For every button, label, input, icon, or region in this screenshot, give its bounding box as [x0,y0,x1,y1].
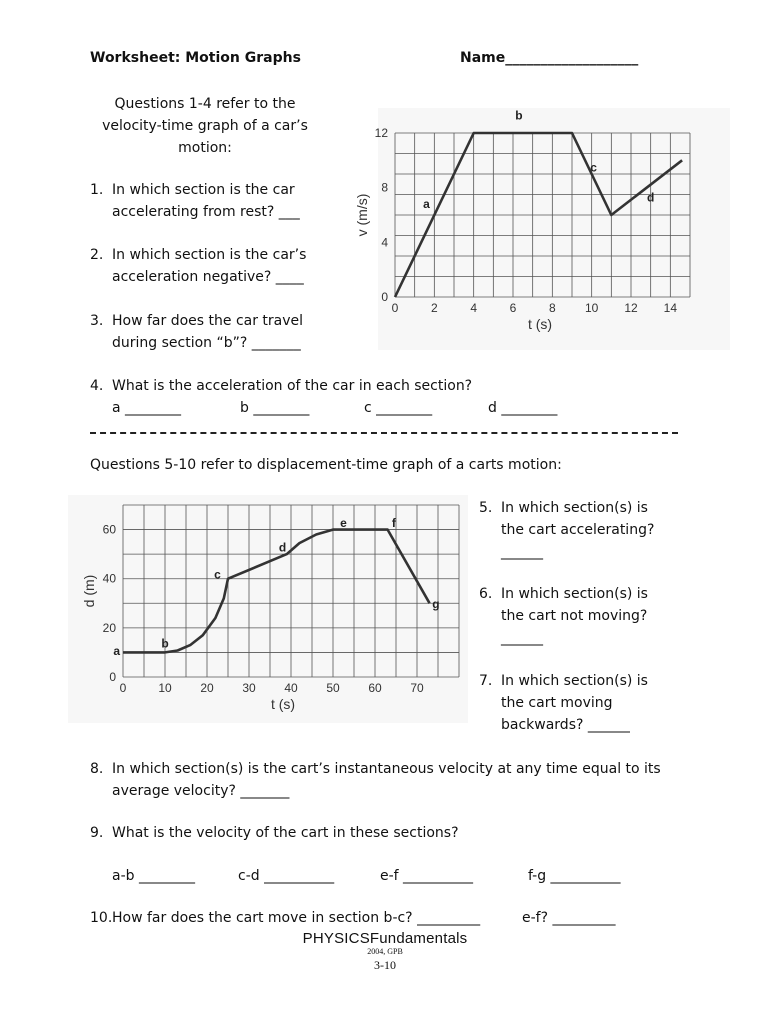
x-tick-label: 4 [470,301,478,315]
answer-a: a ________ [112,400,182,416]
x-tick-label: 14 [663,301,678,315]
y-axis-label: d (m) [81,574,97,608]
section-label: c [214,567,221,582]
x-axis-label: t (s) [527,316,553,332]
section-label: d [278,540,287,555]
x-tick-label: 40 [284,681,298,695]
y-tick-label: 20 [102,620,116,635]
displacement-time-graph [68,495,468,723]
question-number: 1. [90,182,104,198]
x-tick-label: 30 [242,681,256,695]
question-text: In which section(s) is the cart’s instantaneous velocity at any time equal to its [112,761,661,777]
x-tick-label: 6 [509,301,517,315]
question-text: the cart accelerating? [501,522,655,538]
footer-copyright: 2004, GPB [367,947,403,956]
question-number: 5. [479,500,493,516]
y-tick-label: 4 [381,235,388,250]
question-text: In which section is the car [112,182,295,198]
question-text: accelerating from rest? ___ [112,204,300,220]
y-tick-label: 60 [102,522,116,537]
question-number: 9. [90,825,104,841]
question-text: In which section(s) is [501,673,648,689]
x-tick-label: 0 [391,301,399,315]
question-text: What is the acceleration of the car in each section? [112,378,473,394]
y-tick-label: 0 [109,670,116,684]
section-divider [90,432,678,434]
question-text: backwards? ______ [501,717,630,733]
question-text: acceleration negative? ____ [112,269,304,285]
section-label: d [646,190,655,205]
footer-brand: PHYSICSFundamentals [302,930,468,947]
y-axis-label: v (m/s) [354,193,370,237]
question-text: In which section(s) is [501,500,648,516]
question-10 [90,907,690,929]
question-9 [90,822,690,888]
x-tick-label: 20 [200,681,214,695]
question-number: 7. [479,673,493,689]
x-tick-label: 10 [584,301,599,315]
intro-velocity [90,93,320,159]
question-text: In which section is the car’s [112,247,307,263]
velocity-time-graph [340,100,730,350]
question-number: 4. [90,378,104,394]
answer-c: c ________ [364,400,433,416]
x-tick-label: 70 [410,681,424,695]
x-tick-label: 60 [368,681,382,695]
intro-displacement: Questions 5-10 refer to displacement-time graph of a carts motion: [90,457,562,473]
question-number: 6. [479,586,493,602]
page-number: 3-10 [374,958,396,972]
question-text: the cart not moving? [501,608,648,624]
question-number: 8. [90,761,104,777]
question-text: during section “b”? _______ [112,335,301,351]
section-label: e [340,516,347,531]
x-axis-label: t (s) [270,696,296,712]
question-number: 3. [90,313,104,329]
answer-fg: f-g __________ [528,868,621,884]
answer-ab: a-b ________ [112,868,195,884]
x-tick-label: 8 [548,301,556,315]
section-label: a [113,643,121,658]
question-text: the cart moving [501,695,613,711]
y-tick-label: 12 [374,126,388,140]
question-text: What is the velocity of the cart in these sections? [112,825,459,841]
question-text: How far does the cart move in section b-c? _________ [112,910,481,926]
section-label: b [161,636,169,651]
y-tick-label: 0 [381,290,388,304]
section-label: a [423,197,430,212]
question-text: In which section(s) is [501,586,648,602]
intro-line: Questions 1-4 refer to the [114,96,296,112]
intro-line: motion: [178,140,232,156]
section-label: f [391,516,396,531]
question-text: e-f? _________ [522,910,616,926]
worksheet-title: Worksheet: Motion Graphs [90,50,301,66]
answer-ef: e-f __________ [380,868,474,884]
question-text: average velocity? _______ [112,783,290,799]
y-tick-label: 40 [102,571,116,586]
question-number: 10. [90,910,113,926]
question-number: 2. [90,247,104,263]
question-4 [90,375,690,421]
answer-d: d ________ [488,400,558,416]
x-tick-label: 0 [119,681,127,695]
x-tick-label: 50 [326,681,340,695]
section-label: b [515,108,523,123]
x-tick-label: 12 [624,301,638,315]
answer-blank: ______ [501,544,543,560]
footer [0,930,768,973]
intro-line: velocity-time graph of a car’s [102,118,308,134]
answer-cd: c-d __________ [238,868,335,884]
section-label: g [432,597,440,612]
answer-b: b ________ [240,400,310,416]
y-tick-label: 8 [381,180,388,195]
question-text: How far does the car travel [112,313,304,329]
name-field-label: Name___________________ [460,50,639,66]
answer-blank: ______ [501,630,543,646]
section-label: c [590,160,597,175]
x-tick-label: 2 [430,301,438,315]
x-tick-label: 10 [158,681,172,695]
